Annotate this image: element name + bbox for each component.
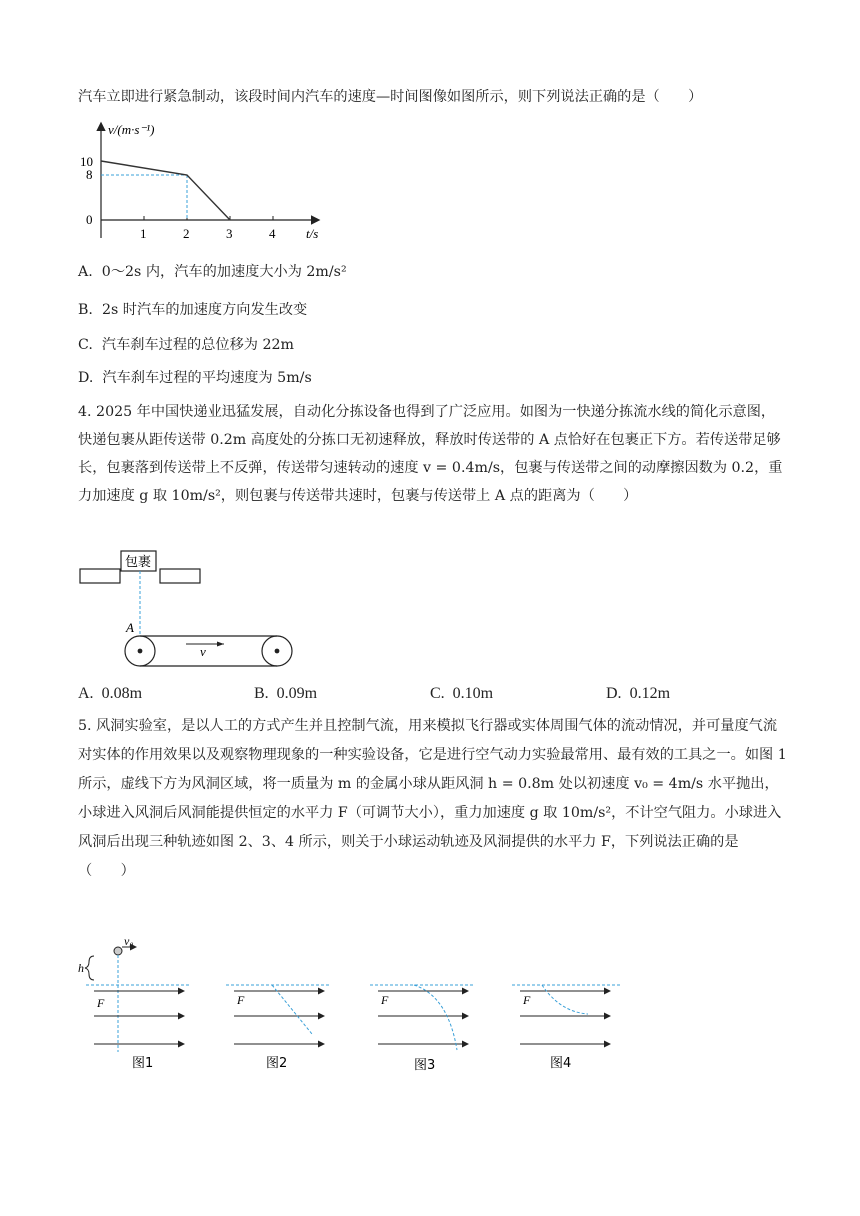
trajectory-straight (272, 985, 312, 1034)
q3-option-d: D. 汽车刹车过程的平均速度为 5m/s (78, 370, 312, 386)
right-platform (160, 569, 200, 583)
q3-option-a: A. 0～2s 内，汽车的加速度大小为 2m/s² (78, 264, 347, 280)
q4-option-d: D. 0.12m (606, 685, 671, 702)
vt-line (101, 161, 230, 220)
velocity-label: v (200, 644, 206, 659)
x-tick-1: 1 (140, 226, 147, 241)
trajectory-curve-down (414, 985, 457, 1050)
q4-option-c: C. 0.10m (430, 685, 494, 702)
caption-fig3: 图3 (414, 1058, 436, 1073)
y-tick-10: 10 (80, 154, 93, 169)
q3-option-b: B. 2s 时汽车的加速度方向发生改变 (78, 302, 308, 318)
figure-3 (370, 985, 474, 1073)
q3-option-c: C. 汽车刹车过程的总位移为 22m (78, 337, 294, 353)
y-axis-label: v/(m·s⁻¹) (108, 122, 155, 137)
q4-stem: 4. 2025 年中国快递业迅猛发展，自动化分拣设备也得到了广泛应用。如图为一快递分拣流水线的简化示意图，快递包裹从距传送带 0.2m 高度处的分拣口无初速释放，释放时传送带的 A 点恰好在包裹正下方。若传送带足够长，包裹落到传送带上不反弹，传送带匀速转动的速度 v = 0.4m/s，包裹与传送带之间的动摩擦因数为 0.2，重力加速度 g 取 10m/s²，则包裹与传送带共速时，包裹与传送带上 A 点的距离为（ ） (78, 404, 783, 504)
x-tick-2: 2 (183, 226, 190, 241)
caption-fig4: 图4 (550, 1056, 572, 1071)
q5-wind-tunnel-figures (76, 934, 636, 1076)
package-label: 包裹 (125, 555, 152, 570)
trajectory-curve-horizontal (542, 985, 588, 1014)
caption-fig2: 图2 (266, 1056, 288, 1071)
q5-stem: 5. 风洞实验室，是以人工的方式产生并且控制气流，用来模拟飞行器或实体周围气体的流动情况，并可量度气流对实体的作用效果以及观察物理现象的一种实验设备，它是进行空气动力实验最常用、最有效的工具之一。如图 1 所示，虚线下方为风洞区域，将一质量为 m 的金属小球从距风洞 h = 0.8m 处以初速度 v₀ = 4m/s 水平抛出，小球进入风洞后风洞能提供恒定的水平力 F（可调节大小），重力加速度 g 取 10m/s²，不计空气阻力。小球进入风洞后出现三种轨迹如图 2、3、4 所示，则关于小球运动轨迹及风洞提供的水平力 F，下列说法正确的是（ ） (78, 718, 787, 879)
q4-conveyor-figure (78, 550, 308, 672)
q3-vt-graph (78, 118, 328, 246)
svg-text:F: F (381, 993, 389, 1007)
figure-2 (226, 985, 330, 1071)
q4-option-b: B. 0.09m (254, 685, 318, 702)
force-label: F (97, 996, 105, 1010)
q3-stem: 汽车立即进行紧急制动，该段时间内汽车的速度—时间图像如图所示，则下列说法正确的是（ ） (78, 89, 703, 105)
svg-text:F: F (523, 993, 531, 1007)
x-tick-3: 3 (226, 226, 233, 241)
svg-text:F: F (237, 993, 245, 1007)
figure-1 (78, 934, 190, 1071)
point-a-label: A (126, 620, 134, 635)
x-axis-label: t/s (306, 226, 319, 241)
figure-4 (512, 985, 620, 1071)
caption-fig1: 图1 (132, 1056, 154, 1071)
x-tick-4: 4 (269, 226, 276, 241)
h-label: h (78, 961, 84, 975)
q4-option-a: A. 0.08m (78, 685, 143, 702)
v0-label: v₀ (124, 934, 134, 948)
y-tick-8: 8 (86, 167, 93, 182)
left-platform (80, 569, 120, 583)
ball (114, 947, 122, 955)
y-tick-0: 0 (86, 212, 93, 227)
